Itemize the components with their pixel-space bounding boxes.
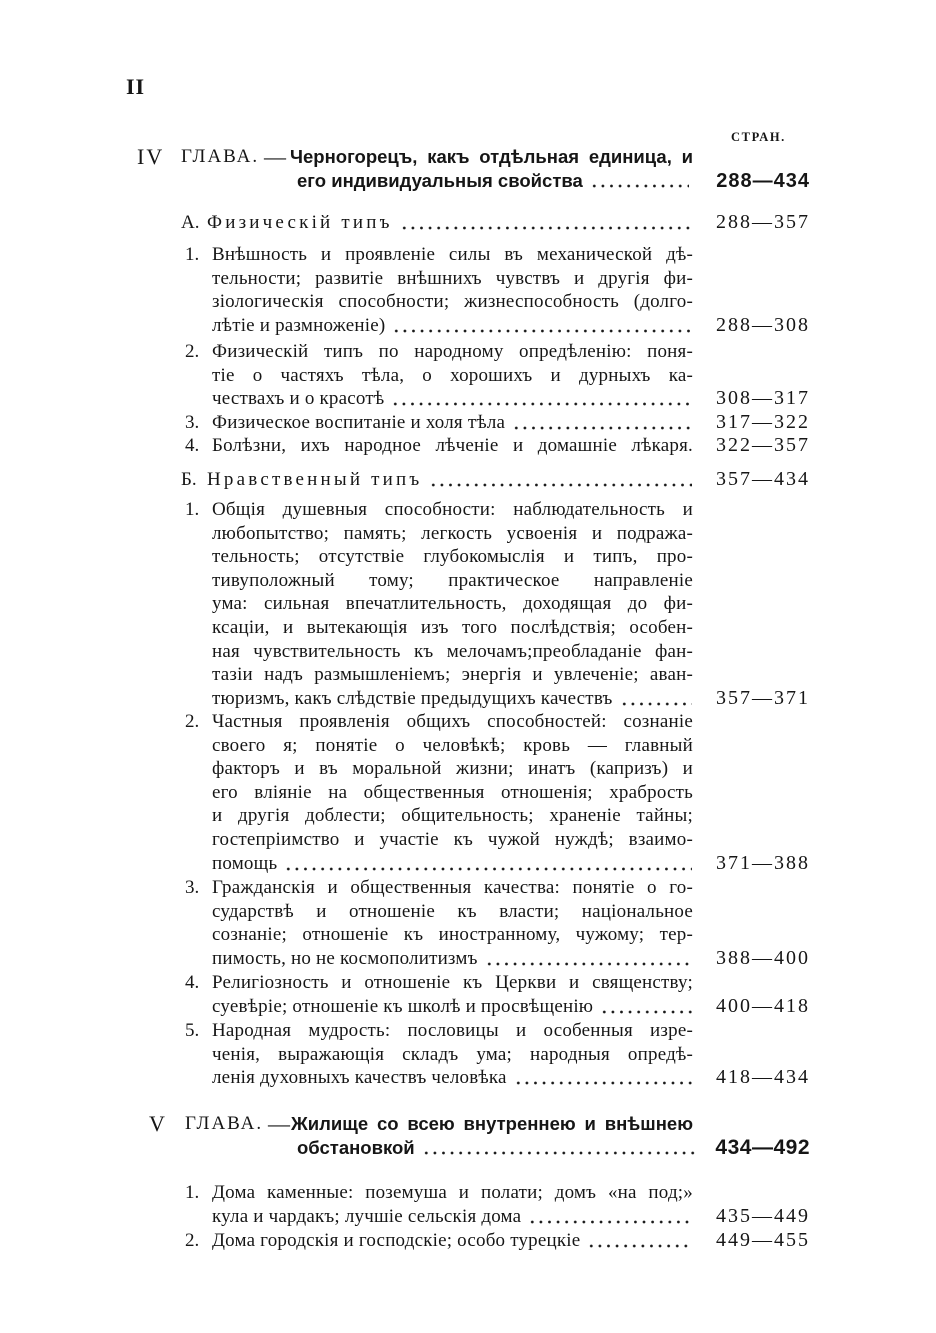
item-text-line: и другія доблести; общительность; храненіе тайны; [212,805,693,827]
toc-item [185,340,810,411]
chapter-title-last-line [297,169,690,193]
item-number: 1. [185,499,200,520]
item-number: 1. [185,1182,200,1203]
dot-leader [389,387,692,411]
item-text-line: чествахъ и о красотѣ [212,388,385,410]
pages-column-label: СТРАН. [731,130,786,144]
item-text-line: факторъ и въ моральной жизни; инатъ (капризъ) и [212,758,693,780]
item-text-line: Народная мудрость: пословицы и особенныя изре- [212,1020,693,1041]
item-text-line: лѣтіе и размноженіе) [212,314,386,336]
chapter-title-last-line [297,1136,697,1160]
dot-leader [512,1066,692,1090]
chapter-label: ГЛАВА. [181,146,260,167]
chapter-title-line: Жилище со всею внутреннею и внѣшнею [291,1113,693,1134]
item-text-line: Частныя проявленія общихъ способностей: сознаніе [212,711,693,732]
item-number: 1. [185,244,200,265]
chapter-dash: — [268,1111,290,1136]
item-text-line: Дома городскія и господскіе; особо турецкіе [212,1230,581,1251]
item-text-line: Дома каменные: поземуша и полати; домъ «на под;» [212,1182,693,1203]
item-text-line: сударствѣ и отношеніе къ власти; національное [212,900,693,922]
toc-item [185,971,810,1018]
toc-item [185,411,810,435]
item-text-line: ксаціи, и вытекающія изъ того послѣдствія; особен- [212,616,693,638]
dot-leader [390,314,692,338]
item-text-line: сознаніе; отношеніе къ иностранному, чужому; тер- [212,924,693,946]
dot-leader [526,1205,692,1229]
item-text-line: тюризмъ, какъ слѣдствіе предыдущихъ качествъ [212,687,613,709]
item-text-line: тельность; отсутствіе глубокомыслія и типъ, про- [212,546,693,568]
dot-leader [282,852,692,876]
item-text-line: Гражданскія и общественныя качества: понятіе о го- [212,877,693,898]
item-text-line: ченія, выражающія складъ ума; народныя опредѣ- [212,1043,693,1065]
toc-item [185,243,810,337]
item-text-line: тивуположный тому; практическое направленіе [212,569,693,591]
page-range: 400—418 [716,994,810,1017]
item-text-line: ная чувствительность къ мелочамъ;преобладаніе фан- [212,640,693,662]
item-last-line [212,411,693,435]
item-text-line: Физическій типъ по народному опредѣленію: поня- [212,341,693,362]
item-number: 2. [185,1230,200,1251]
item-number: 2. [185,341,200,362]
toc-item [185,498,810,710]
dot-leader [398,211,692,235]
item-last-line [212,687,693,711]
section-title-line [207,468,693,492]
section-letter: А. [181,212,200,233]
page-range: 288—357 [716,211,810,233]
toc-item [185,434,810,458]
dot-leader [510,411,692,435]
item-text-line: тіе о частяхъ тѣла, о хорошихъ и дурныхъ ка- [212,364,693,386]
item-last-line [212,1229,693,1253]
item-text-line: кула и чардакъ; лучшіе сельскія дома [212,1205,522,1227]
page-range: 322—357 [716,434,810,456]
item-number: 3. [185,877,200,898]
section-heading [181,211,810,235]
item-text-line: ленія духовныхъ качествъ человѣка [212,1067,507,1089]
chapter-numeral: V [149,1111,167,1136]
item-text-line: суевѣріе; отношеніе къ школѣ и просвѣщенію [212,995,594,1017]
item-number: 2. [185,711,200,732]
chapter-heading [137,1112,810,1160]
chapter-title-line: обстановкой [297,1137,415,1158]
dot-leader [598,995,692,1019]
item-text-line: зіологическія способности; жизнеспособность (долго- [212,291,693,313]
dot-leader [618,687,692,711]
section-title: Физическій типъ [207,212,393,233]
dot-leader [588,169,689,193]
page-range: 288—308 [716,313,810,336]
chapter-page-range: 288—434 [716,170,810,192]
item-number: 5. [185,1020,200,1041]
page-range: 449—455 [716,1229,810,1251]
dot-leader [483,947,692,971]
chapter-page-range: 434—492 [715,1136,810,1159]
section-heading [181,468,810,492]
page-range: 357—434 [716,468,810,490]
item-text-line: помощь [212,852,278,874]
page-range: 371—388 [716,851,810,874]
item-text-line: своего я; понятіе о человѣкѣ; кровь — главный [212,734,693,756]
item-last-line [212,947,693,971]
section-title: Нравственный типъ [207,469,423,490]
item-last-line [212,995,693,1019]
item-text-line: пимость, но не космополитизмъ [212,947,478,969]
dot-leader [420,1136,696,1160]
item-last-line [212,852,693,876]
item-text-line: его вліяніе на общественныя отношенія; храбрость [212,781,693,803]
page-range: 388—400 [716,946,810,969]
item-last-line [212,1066,693,1090]
toc-item [185,1019,810,1090]
chapter-label: ГЛАВА. [185,1113,264,1134]
item-text-line: Болѣзни, ихъ народное лѣченіе и домашніе лѣкаря. [212,435,693,456]
section-letter: Б. [181,469,197,490]
item-number: 4. [185,972,200,993]
toc-item [185,1229,810,1253]
page-range: 308—317 [716,387,810,410]
chapter-title-line: его индивидуальныя свойства [297,170,583,191]
chapter-dash: — [264,144,286,169]
item-text-line: ума: сильная впечатлительность, доходящая до фи- [212,593,693,615]
item-text-line: Религіозность и отношеніе къ Церкви и священству; [212,972,693,993]
toc-item [185,710,810,875]
item-number: 3. [185,412,200,433]
item-text-line: Общія душевныя способности: наблюдательность и [212,499,693,520]
section-title-line [207,211,693,235]
item-last-line [212,1205,693,1229]
page-range: 418—434 [716,1066,810,1089]
toc-item [185,876,810,970]
page-range: 317—322 [716,411,810,433]
item-text-line: Внѣшность и проявленіе силы въ механической дѣ- [212,244,693,265]
item-last-line [212,314,693,338]
chapter-title-line: Черногорецъ, какъ отдѣльная единица, и [290,146,693,167]
chapter-heading [137,145,810,193]
toc-item [185,1181,810,1228]
page-range: 435—449 [716,1204,810,1227]
item-text-line: гостепріимство и участіе къ чужой нуждѣ; взаимо- [212,828,693,850]
item-number: 4. [185,435,200,456]
item-text-line: тельности; развитіе внѣшнихъ чувствъ и другія фи- [212,267,693,289]
dot-leader [585,1229,692,1253]
chapter-numeral: IV [137,144,165,169]
item-text-line: тазіи надъ размышленіемъ; энергія и увлеченіе; аван- [212,664,693,686]
item-text-line: любопытство; память; легкость усвоенія и подража- [212,522,693,544]
item-last-line [212,387,693,411]
dot-leader [427,468,692,492]
page-number: II [126,74,146,99]
page-range: 357—371 [716,686,810,709]
item-text-line: Физическое воспитаніе и холя тѣла [212,412,506,433]
